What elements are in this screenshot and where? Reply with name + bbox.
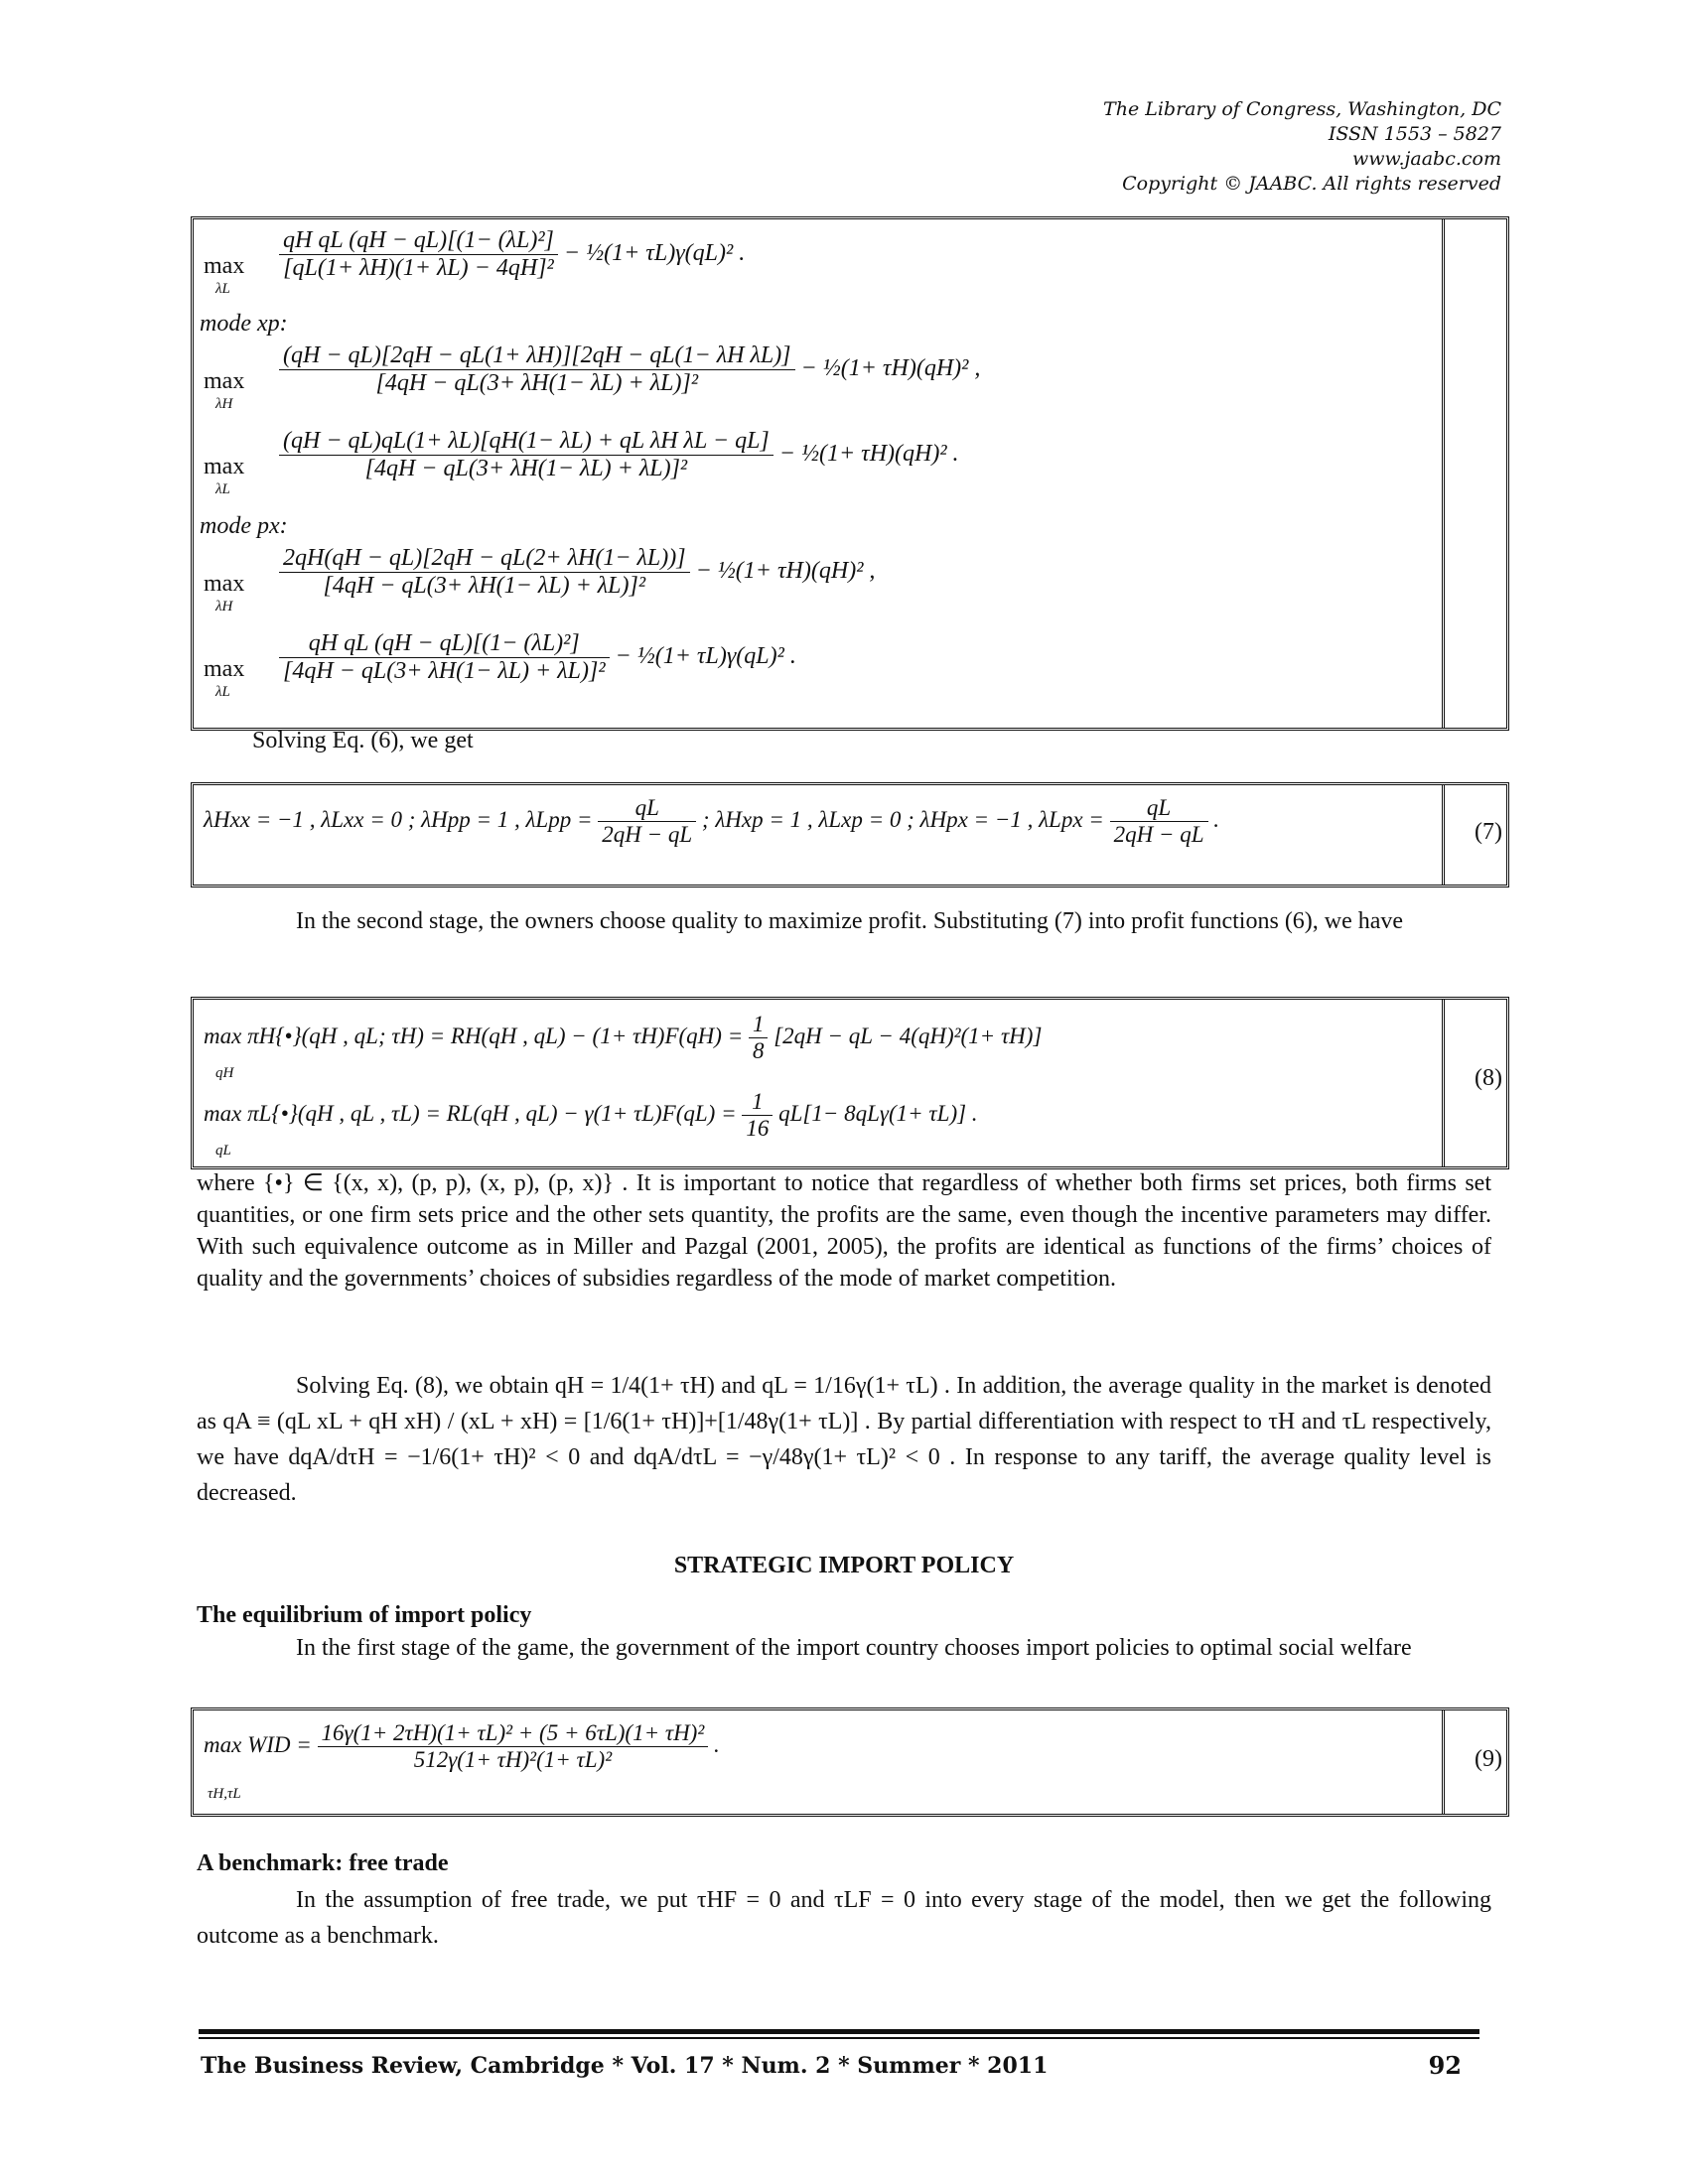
fraction-numerator: qH qL (qH − qL)[(1− (λL)²] bbox=[279, 227, 558, 255]
fraction-tail: − ½(1+ τH)(qH)² . bbox=[778, 441, 959, 468]
max-subscript: λL bbox=[215, 481, 230, 497]
max-operator: max bbox=[204, 253, 245, 279]
fraction-numerator: 16γ(1+ 2τH)(1+ τL)² + (5 + 6τL)(1+ τH)² bbox=[318, 1720, 709, 1747]
fraction-denominator: [4qH − qL(3+ λH(1− λL) + λL)]² bbox=[375, 370, 699, 396]
equation-8-row-2 bbox=[204, 1089, 978, 1142]
fraction-tail: − ½(1+ τL)γ(qL)² . bbox=[563, 240, 746, 267]
fraction-numerator: qL bbox=[1110, 795, 1208, 822]
free-trade-paragraph: In the assumption of free trade, we put τHF = 0 and τLF = 0 into every stage of the model, then we get the following outcome as a benchmark. bbox=[197, 1887, 1491, 1949]
fraction-denominator: 8 bbox=[752, 1038, 765, 1063]
max-subscript: qL bbox=[215, 1143, 231, 1159]
footer-journal: The Business Review, Cambridge * Vol. 17 * Num. 2 * Summer * 2011 bbox=[201, 2053, 1049, 2079]
footer-rule-thin bbox=[199, 2037, 1479, 2039]
subsection-heading-equilibrium: The equilibrium of import policy bbox=[197, 1602, 532, 1628]
first-stage-paragraph: In the first stage of the game, the government of the import country chooses import policies to optimal social welfare bbox=[296, 1635, 1412, 1661]
max-operator: max bbox=[204, 368, 245, 394]
equation-box-7-body bbox=[194, 785, 1445, 885]
equation-box-8-body bbox=[194, 1000, 1445, 1166]
mode-xp-label: mode xp: bbox=[200, 311, 288, 337]
solving-eq8-paragraph: Solving Eq. (8), we obtain qH = 1/4(1+ τH) and qL = 1/16γ(1+ τL) . In addition, the average quality in the market is denoted as qA ≡ (qL xL + qH xH) / (xL + xH) = [1/6(1+ τH)]+[1/48γ(1+ τL)] . By partial differentiation with respect to τH and τL respectively, we have dqA/dτH = −1/6(1+ τH)² < 0 and dqA/dτL = −γ/48γ(1+ τL)² < 0 . In response to any tariff, the average quality level is decreased. bbox=[197, 1373, 1491, 1506]
where-paragraph: where {•} ∈ {(x, x), (p, p), (x, p), (p, x)} . It is important to notice that regardless of whether both firms set prices, both firms set quantities, or one firm sets price and the other sets quantity, the profits are the same, even though the incentive parameters may differ. With such equivalence outcome as in Miller and Pazgal (2001, 2005), the profits are identical as functions of the firms’ choices of quality and the governments’ choices of subsidies regardless of the mode of market competition. bbox=[197, 1170, 1491, 1292]
equation-row-5 bbox=[279, 630, 796, 685]
fraction-denominator: [4qH − qL(3+ λH(1− λL) + λL)]² bbox=[364, 456, 688, 481]
eq8-row2-left: max πL{•}(qH , qL , τL) = RL(qH , qL) − γ(1+ τL)F(qL) = bbox=[204, 1100, 737, 1126]
section-title: STRATEGIC IMPORT POLICY bbox=[673, 1553, 1015, 1578]
fraction-tail: − ½(1+ τH)(qH)² , bbox=[695, 558, 876, 585]
fraction-denominator: 16 bbox=[746, 1116, 770, 1141]
fraction-denominator: 2qH − qL bbox=[1113, 822, 1204, 847]
equation-box-6 bbox=[191, 216, 1509, 731]
fraction-denominator: [qL(1+ λH)(1+ λL) − 4qH]² bbox=[283, 255, 554, 281]
fraction-tail: − ½(1+ τL)γ(qL)² . bbox=[615, 643, 796, 670]
running-header bbox=[1103, 97, 1501, 197]
max-operator: max bbox=[204, 454, 245, 479]
equation-row-2 bbox=[279, 342, 980, 397]
equation-box-7 bbox=[191, 782, 1509, 887]
eq8-row2-right: qL[1− 8qLγ(1+ τL)] . bbox=[778, 1100, 978, 1126]
max-operator: max bbox=[204, 656, 245, 682]
fraction-denominator: [4qH − qL(3+ λH(1− λL) + λL)]² bbox=[283, 658, 606, 684]
fraction-denominator: 512γ(1+ τH)²(1+ τL)² bbox=[413, 1747, 613, 1772]
max-subscript: λH bbox=[215, 599, 233, 614]
header-line-2: ISSN 1553 – 5827 bbox=[1328, 123, 1501, 145]
equation-row-3 bbox=[279, 428, 959, 482]
equation-box-9 bbox=[191, 1707, 1509, 1817]
fraction-denominator: 2qH − qL bbox=[602, 822, 693, 847]
equation-number-8: (8) bbox=[1475, 1065, 1502, 1091]
equation-box-9-body bbox=[194, 1710, 1445, 1814]
max-subscript: τH,τL bbox=[208, 1786, 241, 1802]
solving-eq6-text: Solving Eq. (6), we get bbox=[252, 728, 474, 753]
max-subscript: λL bbox=[215, 684, 230, 700]
equation-9 bbox=[204, 1720, 720, 1773]
equation-number-9: (9) bbox=[1475, 1746, 1502, 1772]
fraction-numerator: (qH − qL)qL(1+ λL)[qH(1− λL) + qL λH λL − qL] bbox=[279, 428, 774, 456]
header-line-1: The Library of Congress, Washington, DC bbox=[1103, 98, 1501, 120]
max-subscript: λL bbox=[215, 281, 230, 297]
page-number: 92 bbox=[1428, 2051, 1462, 2080]
eq8-row1-left: max πH{•}(qH , qL; τH) = RH(qH , qL) − (1+ τH)F(qH) = bbox=[204, 1023, 744, 1048]
subsection-heading-benchmark: A benchmark: free trade bbox=[197, 1850, 449, 1876]
fraction-numerator: (qH − qL)[2qH − qL(1+ λH)][2qH − qL(1− λH λL)] bbox=[279, 342, 795, 370]
eq7-part-1: λHxx = −1 , λLxx = 0 ; λHpp = 1 , λLpp = bbox=[204, 806, 593, 832]
second-stage-paragraph: In the second stage, the owners choose quality to maximize profit. Substituting (7) into profit functions (6), we have bbox=[296, 908, 1404, 934]
equation-box-6-body bbox=[194, 219, 1445, 728]
fraction-tail: − ½(1+ τH)(qH)² , bbox=[800, 355, 981, 382]
eq7-tail: . bbox=[1213, 806, 1219, 832]
eq8-row1-right: [2qH − qL − 4(qH)²(1+ τH)] bbox=[774, 1023, 1043, 1048]
equation-row-4 bbox=[279, 545, 875, 600]
equation-row-1 bbox=[279, 227, 745, 282]
mode-px-label: mode px: bbox=[200, 513, 288, 539]
fraction-numerator: qH qL (qH − qL)[(1− (λL)²] bbox=[279, 630, 610, 658]
equation-8-row-1 bbox=[204, 1012, 1042, 1064]
fraction-numerator: qL bbox=[598, 795, 696, 822]
max-subscript: qH bbox=[215, 1065, 234, 1081]
equation-7 bbox=[204, 795, 1219, 848]
eq7-part-2: ; λHxp = 1 , λLxp = 0 ; λHpx = −1 , λLpx = bbox=[701, 806, 1104, 832]
eq9-tail: . bbox=[714, 1731, 720, 1757]
equation-number-7: (7) bbox=[1475, 819, 1502, 845]
fraction-numerator: 1 bbox=[742, 1089, 773, 1116]
header-line-3: www.jaabc.com bbox=[1351, 148, 1501, 170]
max-subscript: λH bbox=[215, 396, 233, 412]
eq9-left: max WID = bbox=[204, 1731, 312, 1757]
fraction-numerator: 2qH(qH − qL)[2qH − qL(2+ λH(1− λL))] bbox=[279, 545, 690, 573]
fraction-numerator: 1 bbox=[749, 1012, 769, 1038]
max-operator: max bbox=[204, 571, 245, 597]
equation-box-8 bbox=[191, 997, 1509, 1169]
header-line-4: Copyright © JAABC. All rights reserved bbox=[1122, 173, 1501, 195]
fraction-denominator: [4qH − qL(3+ λH(1− λL) + λL)]² bbox=[323, 573, 646, 599]
footer-rule bbox=[199, 2029, 1479, 2034]
